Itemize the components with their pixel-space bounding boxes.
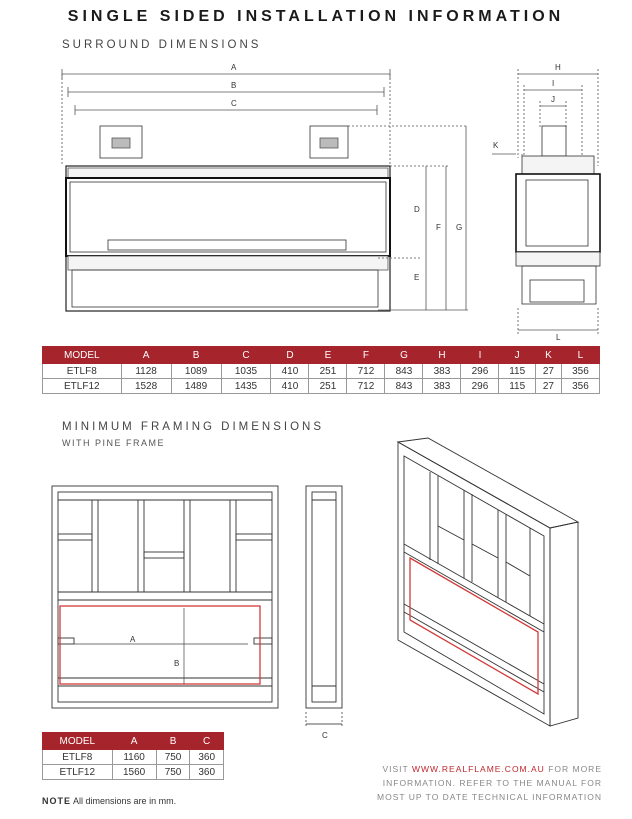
table-cell: 1528	[121, 379, 171, 394]
table-cell: 1160	[112, 750, 156, 765]
table-row	[43, 750, 224, 765]
visit-line3: MOST UP TO DATE TECHNICAL INFORMATION	[377, 792, 602, 802]
table-cell: ETLF12	[43, 379, 122, 394]
table-header: E	[309, 347, 347, 364]
table-header-row	[43, 733, 224, 750]
table-cell: 750	[156, 750, 190, 765]
dim-label-l: L	[556, 333, 561, 342]
note-label: NOTE	[42, 796, 72, 806]
table-cell: 1128	[121, 364, 171, 379]
table-cell: 115	[499, 364, 535, 379]
table-cell: ETLF8	[43, 364, 122, 379]
dim-label-j: J	[551, 95, 555, 104]
frame-label-c: C	[322, 731, 328, 740]
table-cell: 843	[385, 364, 423, 379]
framing-dimensions-table	[42, 732, 224, 780]
table-header: G	[385, 347, 423, 364]
table-cell: ETLF8	[43, 750, 113, 765]
table-cell: 27	[535, 364, 561, 379]
dim-label-c: C	[231, 99, 237, 108]
framing-front-diagram	[40, 480, 290, 712]
table-cell: 296	[461, 364, 499, 379]
dim-label-e: E	[414, 273, 420, 282]
table-cell: 115	[499, 379, 535, 394]
visit-line1-suffix: FOR MORE	[548, 764, 602, 774]
table-cell: 383	[423, 379, 461, 394]
table-cell: 1489	[171, 379, 221, 394]
framing-side-diagram	[300, 480, 350, 740]
note-text: All dimensions are in mm.	[73, 796, 177, 806]
dim-label-i: I	[552, 79, 555, 88]
table-cell: 383	[423, 364, 461, 379]
visit-prefix: VISIT	[382, 764, 409, 774]
table-header: F	[347, 347, 385, 364]
framing-isometric-diagram	[380, 432, 590, 732]
surround-side-diagram	[480, 58, 620, 343]
note	[42, 796, 176, 806]
table-cell: 750	[156, 765, 190, 780]
table-row	[43, 379, 600, 394]
frame-label-b: B	[174, 659, 180, 668]
table-cell: 410	[271, 364, 309, 379]
dim-label-k: K	[493, 141, 499, 150]
table-cell: 27	[535, 379, 561, 394]
table-header-row	[43, 347, 600, 364]
table-header: C	[221, 347, 271, 364]
table-cell: 712	[347, 379, 385, 394]
table-cell: 360	[190, 765, 224, 780]
table-cell: 410	[271, 379, 309, 394]
table-header: MODEL	[43, 347, 122, 364]
dim-label-f: F	[436, 223, 441, 232]
surround-dimensions-table	[42, 346, 600, 394]
dim-label-d: D	[414, 205, 420, 214]
dim-label-h: H	[555, 63, 561, 72]
table-cell: 251	[309, 364, 347, 379]
table-cell: 251	[309, 379, 347, 394]
frame-label-a: A	[130, 635, 136, 644]
table-row	[43, 765, 224, 780]
table-cell: 1035	[221, 364, 271, 379]
framing-heading: MINIMUM FRAMING DIMENSIONS	[62, 421, 324, 433]
table-cell: 712	[347, 364, 385, 379]
table-cell: ETLF12	[43, 765, 113, 780]
table-cell: 296	[461, 379, 499, 394]
table-cell: 1089	[171, 364, 221, 379]
table-header: C	[190, 733, 224, 750]
table-cell: 1435	[221, 379, 271, 394]
surround-heading: SURROUND DIMENSIONS	[62, 39, 262, 51]
table-header: K	[535, 347, 561, 364]
table-cell: 1560	[112, 765, 156, 780]
table-header: B	[171, 347, 221, 364]
dim-label-a: A	[231, 63, 237, 72]
table-cell: 356	[561, 379, 599, 394]
visit-info	[352, 762, 602, 804]
dim-label-b: B	[231, 81, 237, 90]
table-header: J	[499, 347, 535, 364]
dim-label-g: G	[456, 223, 463, 232]
page-title: SINGLE SIDED INSTALLATION INFORMATION	[67, 8, 565, 25]
table-header: A	[112, 733, 156, 750]
table-row	[43, 364, 600, 379]
website-link[interactable]: WWW.REALFLAME.COM.AU	[411, 764, 545, 774]
table-cell: 356	[561, 364, 599, 379]
framing-subheading: WITH PINE FRAME	[62, 438, 165, 448]
table-header: A	[121, 347, 171, 364]
table-header: I	[461, 347, 499, 364]
table-header: MODEL	[43, 733, 113, 750]
table-cell: 360	[190, 750, 224, 765]
table-header: H	[423, 347, 461, 364]
table-header: L	[561, 347, 599, 364]
visit-line2: INFORMATION. REFER TO THE MANUAL FOR	[382, 778, 602, 788]
table-header: B	[156, 733, 190, 750]
table-cell: 843	[385, 379, 423, 394]
table-header: D	[271, 347, 309, 364]
